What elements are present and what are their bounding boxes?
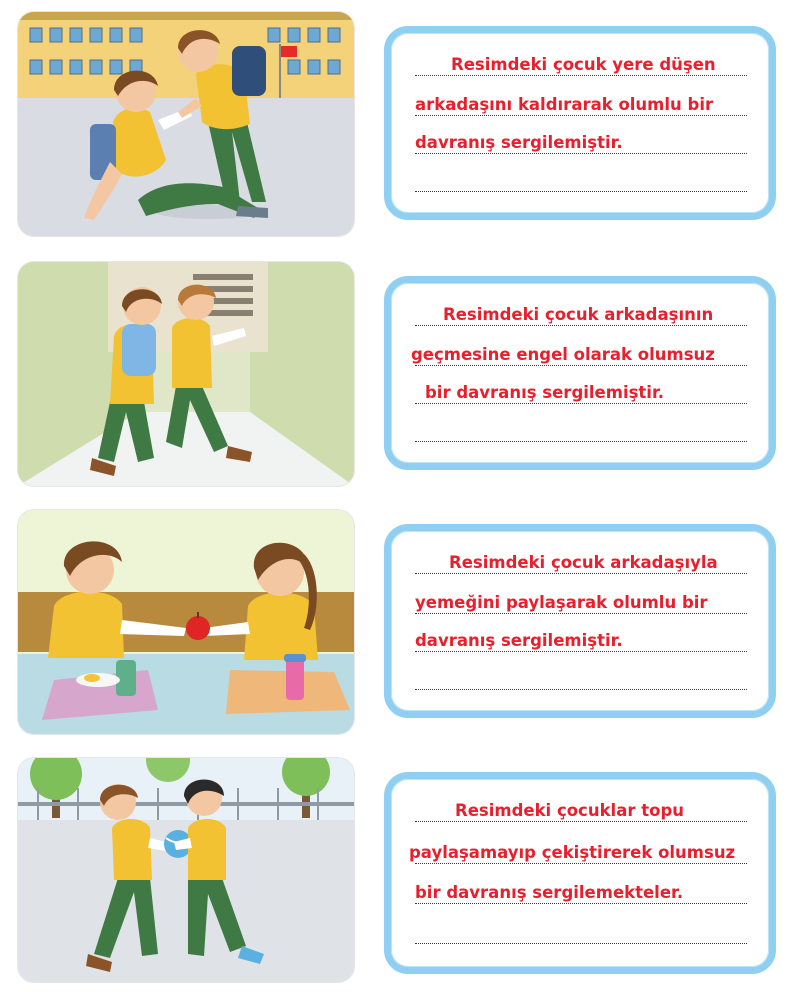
answer-line-1: Resimdeki çocuklar topu	[455, 801, 685, 820]
writing-line	[415, 115, 747, 116]
answer-line-3: davranış sergilemiştir.	[415, 631, 623, 650]
writing-line	[415, 821, 747, 822]
scene-picture-tripping-friend	[18, 262, 354, 486]
answer-line-2: geçmesine engel olarak olumsuz	[411, 345, 715, 364]
writing-line	[415, 613, 747, 614]
answer-line-1: Resimdeki çocuk arkadaşının	[443, 305, 714, 324]
answer-line-1: Resimdeki çocuk arkadaşıyla	[449, 553, 718, 572]
answer-line-2: arkadaşını kaldırarak olumlu bir	[415, 95, 714, 114]
scene-picture-fighting-over-ball	[18, 758, 354, 982]
writing-line	[415, 365, 747, 366]
writing-line	[415, 651, 747, 652]
answer-line-3: davranış sergilemiştir.	[415, 133, 623, 152]
answer-line-3: bir davranış sergilemiştir.	[425, 383, 665, 402]
writing-line	[415, 325, 747, 326]
writing-line	[415, 903, 747, 904]
scene-picture-helping-friend	[18, 12, 354, 236]
writing-line	[415, 403, 747, 404]
writing-line	[415, 153, 747, 154]
answer-line-2: paylaşamayıp çekiştirerek olumsuz	[409, 843, 736, 862]
writing-line	[415, 441, 747, 442]
writing-line	[415, 943, 747, 944]
writing-line	[415, 75, 747, 76]
answer-line-1: Resimdeki çocuk yere düşen	[451, 55, 716, 74]
writing-line	[415, 191, 747, 192]
answer-card-1	[384, 26, 776, 220]
scene-picture-sharing-food	[18, 510, 354, 734]
answer-card-2	[384, 276, 776, 470]
answer-line-2: yemeğini paylaşarak olumlu bir	[415, 593, 708, 612]
writing-line	[415, 863, 747, 864]
answer-card-3	[384, 524, 776, 718]
answer-line-3: bir davranış sergilemekteler.	[415, 883, 684, 902]
writing-line	[415, 689, 747, 690]
answer-card-4	[384, 772, 776, 974]
writing-line	[415, 573, 747, 574]
